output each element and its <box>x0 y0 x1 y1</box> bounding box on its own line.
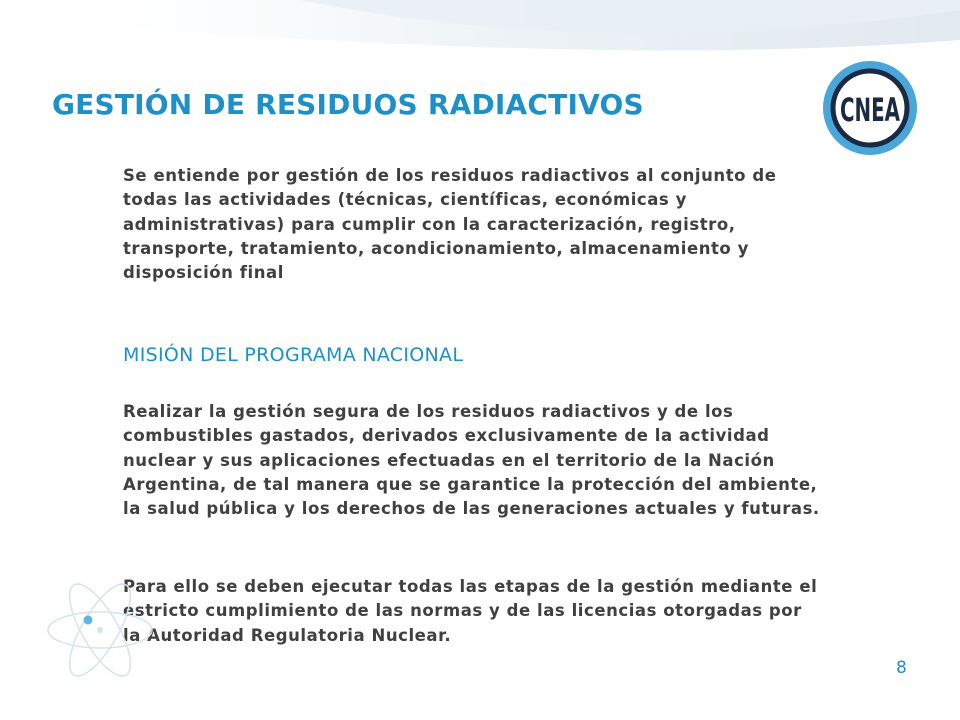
slide-title: GESTIÓN DE RESIDUOS RADIACTIVOS <box>52 88 644 121</box>
logo-text: CNEA <box>839 92 901 130</box>
section-subtitle: MISIÓN DEL PROGRAMA NACIONAL <box>123 344 464 366</box>
mission-paragraph: Realizar la gestión segura de los residuos radiactivos y de los combustibles gastados, derivados exclusivamente de la actividad nuclear y sus aplicaciones efectuadas en el territorio de la Nación Argentina, de tal manera que se garantice la protección del ambiente, la salud pública y los derechos de las generaciones actuales y futuras. <box>123 402 820 519</box>
intro-paragraph: Se entiende por gestión de los residuos radiactivos al conjunto de todas las actividades (técnicas, científicas, económicas y administrativas) para cumplir con la caracterización, registro, transporte, tratamiento, acondicionamiento, almacenamiento y disposición final <box>123 166 777 283</box>
page-number: 8 <box>896 658 907 678</box>
atom-watermark-icon <box>40 560 160 700</box>
closing-paragraph: Para ello se deben ejecutar todas las etapas de la gestión mediante el estricto cumplimiento de las normas y de las licencias otorgadas por la Autoridad Regulatoria Nuclear. <box>123 577 818 645</box>
cnea-logo <box>820 58 920 158</box>
